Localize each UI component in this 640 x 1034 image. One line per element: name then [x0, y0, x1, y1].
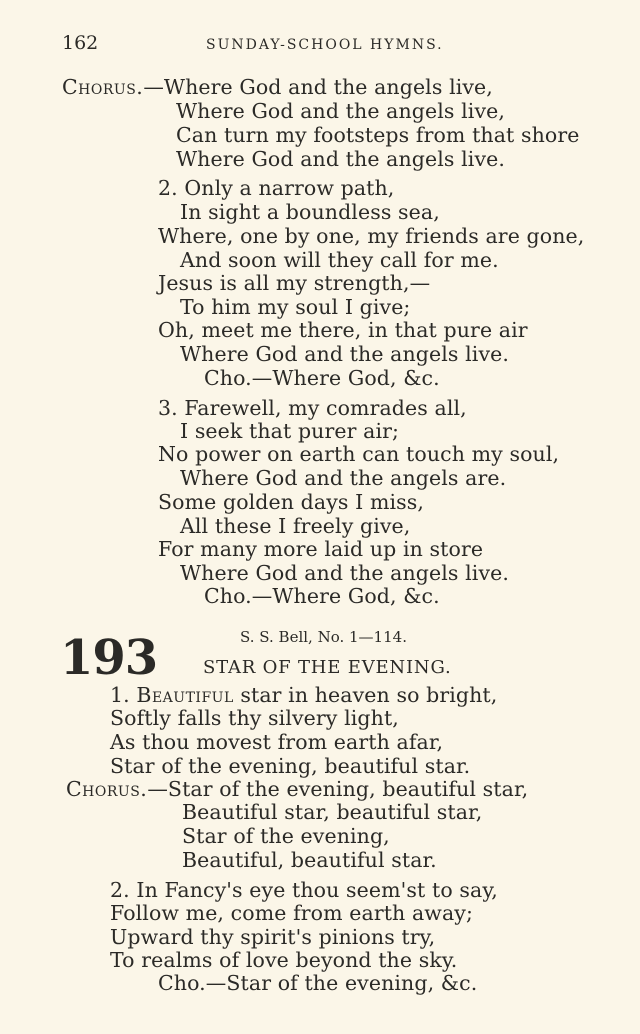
- verse-line: For many more laid up in store: [158, 537, 484, 561]
- verse-line: 1. Beautiful star in heaven so bright,: [110, 683, 498, 707]
- verse-line: Where, one by one, my friends are gone,: [158, 224, 585, 248]
- verse-line: Oh, meet me there, in that pure air: [158, 318, 528, 342]
- chorus-ref: Cho.—Where God, &c.: [204, 584, 440, 608]
- tune-reference: S. S. Bell, No. 1—114.: [240, 628, 407, 646]
- verse-line: All these I freely give,: [180, 514, 411, 538]
- verse-line: I seek that purer air;: [180, 419, 400, 443]
- chorus-line: Beautiful star, beautiful star,: [182, 800, 483, 824]
- hymn-number: 193: [60, 630, 158, 686]
- chorus-ref: Cho.—Where God, &c.: [204, 366, 440, 390]
- verse-line: Some golden days I miss,: [158, 490, 424, 514]
- chorus-label: Chorus.: [66, 777, 148, 801]
- running-title: SUNDAY-SCHOOL HYMNS.: [206, 37, 444, 53]
- verse-line: Jesus is all my strength,—: [158, 271, 431, 295]
- verse-line: Where God and the angels live.: [180, 561, 509, 585]
- verse-line: As thou movest from earth afar,: [110, 730, 444, 754]
- chorus-line: Chorus.—Star of the evening, beautiful star,: [66, 777, 529, 801]
- verse-line: Follow me, come from earth away;: [110, 901, 473, 925]
- verse-line: 2. In Fancy's eye thou seem'st to say,: [110, 878, 498, 902]
- chorus-line: Can turn my footsteps from that shore: [176, 123, 580, 147]
- chorus-line: Where God and the angels live,: [176, 99, 505, 123]
- chorus-line: Star of the evening,: [182, 824, 390, 848]
- verse-line: Where God and the angels are.: [180, 466, 507, 490]
- chorus-line: Where God and the angels live.: [176, 147, 505, 171]
- verse-line: 2. Only a narrow path,: [158, 176, 395, 200]
- chorus-ref: Cho.—Star of the evening, &c.: [158, 971, 478, 995]
- verse-line: Star of the evening, beautiful star.: [110, 754, 471, 778]
- first-word: Beautiful: [136, 683, 234, 707]
- verse-line: No power on earth can touch my soul,: [158, 442, 560, 466]
- verse-line: Upward thy spirit's pinions try,: [110, 925, 436, 949]
- verse-line: Softly falls thy silvery light,: [110, 706, 399, 730]
- chorus-line: Chorus.—Where God and the angels live,: [62, 75, 493, 99]
- verse-line: Where God and the angels live.: [180, 342, 509, 366]
- verse-line: To him my soul I give;: [180, 295, 411, 319]
- verse-line: To realms of love beyond the sky.: [110, 948, 458, 972]
- chorus-line: Beautiful, beautiful star.: [182, 848, 437, 872]
- verse-line: 3. Farewell, my comrades all,: [158, 396, 467, 420]
- verse-line: In sight a boundless sea,: [180, 200, 440, 224]
- page-number: 162: [62, 32, 99, 54]
- verse-line: And soon will they call for me.: [180, 248, 499, 272]
- chorus-label: Chorus.: [62, 75, 144, 99]
- hymn-title: STAR OF THE EVENING.: [203, 657, 452, 678]
